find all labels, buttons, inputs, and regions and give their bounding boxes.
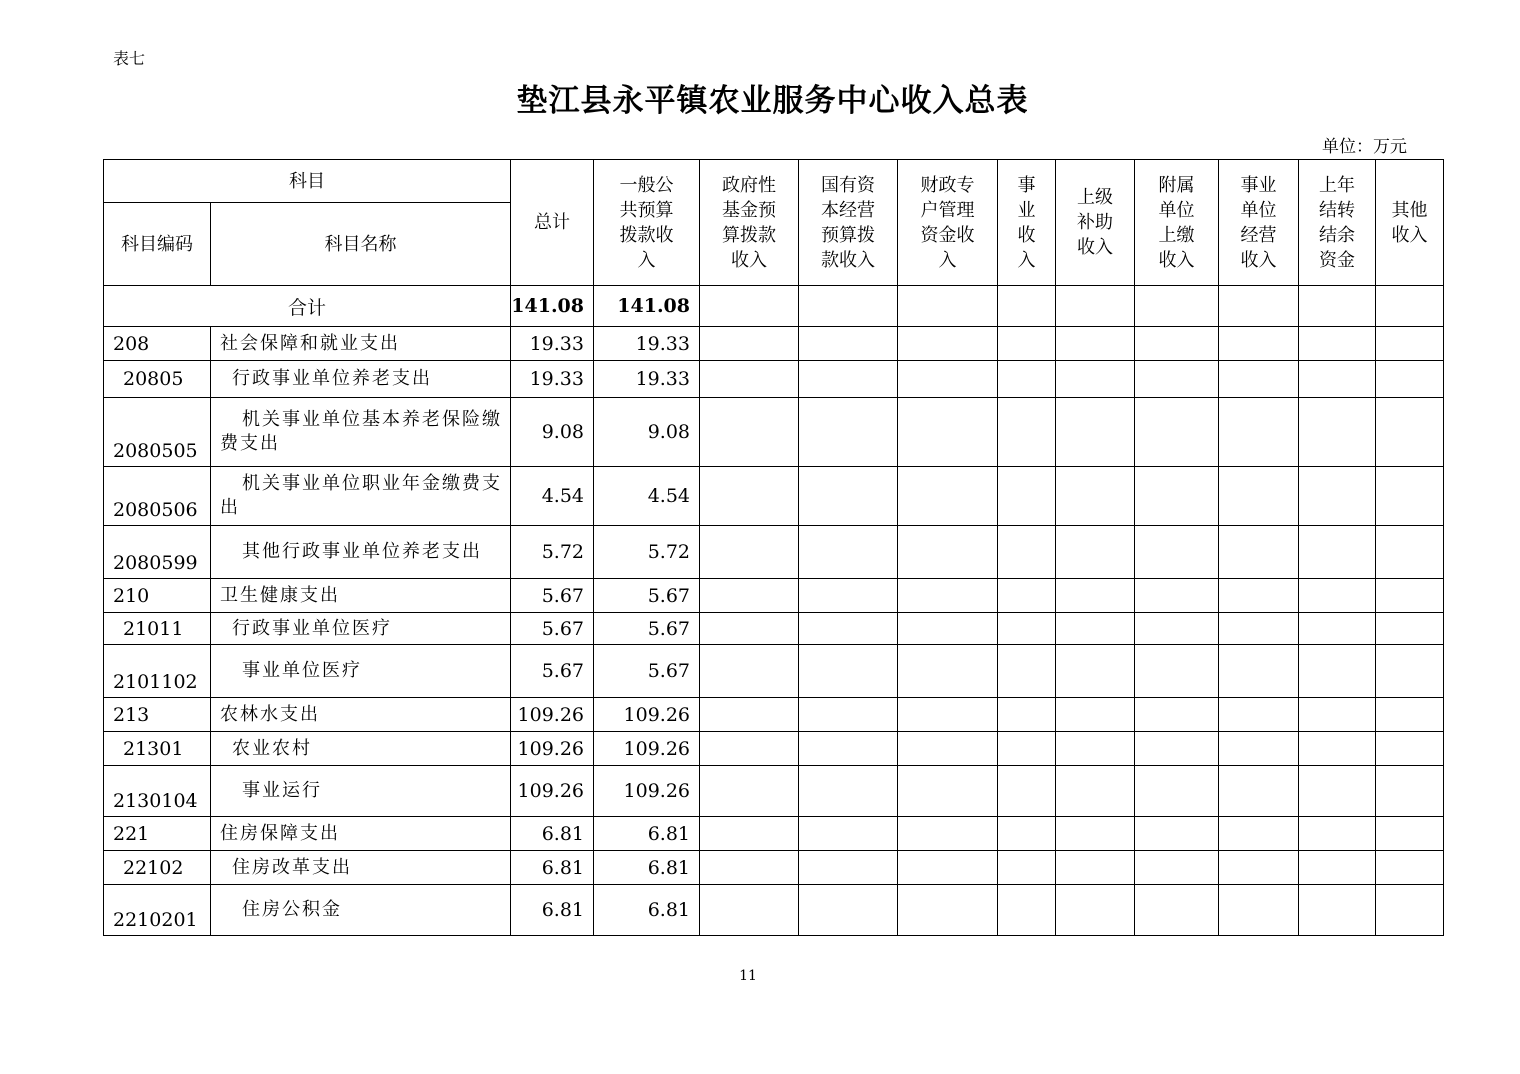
cell-name: 行政事业单位养老支出: [211, 361, 511, 398]
table-label: 表七: [113, 49, 146, 68]
cell-name: 社会保障和就业支出: [211, 327, 511, 361]
cell-total: 109.26: [511, 766, 594, 817]
cell-name: 事业运行: [211, 766, 511, 817]
header-business-income: 事 业 收 入: [998, 160, 1056, 286]
cell-code: 2080505: [104, 398, 211, 467]
cell-total: 141.08: [511, 286, 594, 327]
cell-general-budget: 109.26: [594, 698, 700, 732]
table-row: [104, 817, 1444, 851]
header-general-budget: 一般公 共预算 拨款收 入: [594, 160, 700, 286]
cell-general-budget: 5.67: [594, 579, 700, 613]
cell-general-budget: 109.26: [594, 766, 700, 817]
table-row: [104, 645, 1444, 698]
cell-code: 2080506: [104, 467, 211, 526]
table-row: [104, 327, 1444, 361]
cell-code: 2130104: [104, 766, 211, 817]
header-state-capital: 国有资 本经营 预算拨 款收入: [799, 160, 898, 286]
cell-general-budget: 141.08: [594, 286, 700, 327]
table-row: [104, 851, 1444, 885]
cell-general-budget: 19.33: [594, 327, 700, 361]
cell-name: 住房保障支出: [211, 817, 511, 851]
table-row: [104, 526, 1444, 579]
cell-code: 2101102: [104, 645, 211, 698]
header-special-account: 财政专 户管理 资金收 入: [898, 160, 998, 286]
table-row: [104, 766, 1444, 817]
cell-general-budget: 5.67: [594, 645, 700, 698]
table-row: [104, 361, 1444, 398]
cell-total: 6.81: [511, 885, 594, 936]
header-name: 科目名称: [211, 203, 511, 286]
table-row: [104, 613, 1444, 645]
cell-total: 6.81: [511, 817, 594, 851]
cell-code: 221: [104, 817, 211, 851]
table-row: [104, 698, 1444, 732]
page-number: 11: [739, 968, 757, 984]
total-label: 合计: [104, 286, 511, 327]
cell-name: 事业单位医疗: [211, 645, 511, 698]
cell-total: 9.08: [511, 398, 594, 467]
cell-total: 109.26: [511, 698, 594, 732]
cell-name: 农林水支出: [211, 698, 511, 732]
header-other-income: 其他 收入: [1376, 160, 1444, 286]
header-affiliated-unit: 附属 单位 上缴 收入: [1135, 160, 1219, 286]
cell-general-budget: 19.33: [594, 361, 700, 398]
cell-total: 5.67: [511, 613, 594, 645]
cell-general-budget: 109.26: [594, 732, 700, 766]
cell-total: 19.33: [511, 327, 594, 361]
cell-code: 210: [104, 579, 211, 613]
table-row: [104, 885, 1444, 936]
header-total: 总计: [511, 160, 594, 286]
cell-name: 机关事业单位基本养老保险缴费支出: [211, 398, 511, 467]
table-row: [104, 398, 1444, 467]
cell-name: 卫生健康支出: [211, 579, 511, 613]
cell-general-budget: 5.72: [594, 526, 700, 579]
header-subject: 科目: [104, 160, 511, 203]
cell-general-budget: 6.81: [594, 885, 700, 936]
cell-code: 2080599: [104, 526, 211, 579]
cell-total: 109.26: [511, 732, 594, 766]
cell-name: 农业农村: [211, 732, 511, 766]
cell-total: 5.67: [511, 645, 594, 698]
cell-general-budget: 6.81: [594, 817, 700, 851]
header-superior-subsidy: 上级 补助 收入: [1056, 160, 1135, 286]
cell-code: 21301: [104, 732, 211, 766]
cell-code: 20805: [104, 361, 211, 398]
income-summary-table: [103, 159, 1444, 936]
cell-code: 22102: [104, 851, 211, 885]
cell-name: 住房改革支出: [211, 851, 511, 885]
cell-name: 住房公积金: [211, 885, 511, 936]
cell-general-budget: 6.81: [594, 851, 700, 885]
cell-code: 208: [104, 327, 211, 361]
cell-name: 其他行政事业单位养老支出: [211, 526, 511, 579]
header-code: 科目编码: [104, 203, 211, 286]
table-row: [104, 579, 1444, 613]
cell-code: 213: [104, 698, 211, 732]
page-title: 垫江县永平镇农业服务中心收入总表: [516, 83, 1029, 119]
header-gov-fund: 政府性 基金预 算拨款 收入: [700, 160, 799, 286]
unit-label: 单位：万元: [1322, 137, 1407, 157]
cell-general-budget: 5.67: [594, 613, 700, 645]
cell-total: 5.72: [511, 526, 594, 579]
cell-code: 2210201: [104, 885, 211, 936]
cell-general-budget: 9.08: [594, 398, 700, 467]
table-row: [104, 467, 1444, 526]
table-row: [104, 732, 1444, 766]
cell-total: 6.81: [511, 851, 594, 885]
cell-name: 机关事业单位职业年金缴费支出: [211, 467, 511, 526]
cell-code: 21011: [104, 613, 211, 645]
cell-name: 行政事业单位医疗: [211, 613, 511, 645]
cell-total: 19.33: [511, 361, 594, 398]
cell-total: 5.67: [511, 579, 594, 613]
cell-total: 4.54: [511, 467, 594, 526]
table-row-total: [104, 286, 1444, 327]
header-operating-income: 事业 单位 经营 收入: [1219, 160, 1299, 286]
cell-general-budget: 4.54: [594, 467, 700, 526]
header-carryover: 上年 结转 结余 资金: [1299, 160, 1376, 286]
